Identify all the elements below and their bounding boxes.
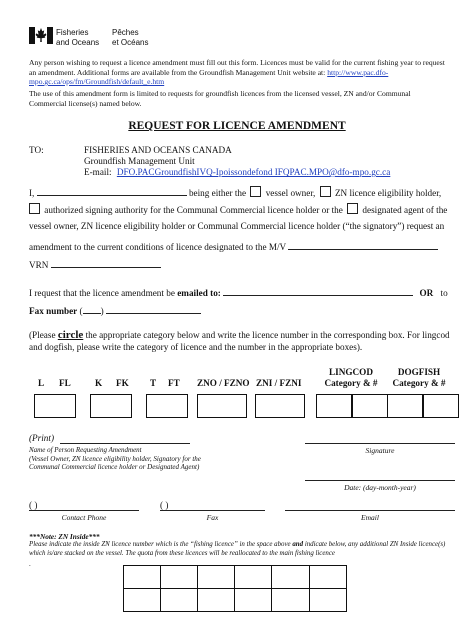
form-title: REQUEST FOR LICENCE AMENDMENT	[128, 120, 346, 132]
name-caption-line1: Name of Person Requesting Amendment	[29, 446, 142, 454]
note-marker: .	[29, 560, 31, 568]
vessel-owner-checkbox[interactable]	[250, 186, 261, 197]
licence-box-t-ft[interactable]	[146, 394, 188, 418]
statement-line1	[29, 185, 441, 199]
department-name-fr	[112, 28, 148, 47]
name-caption-line2: (Vessel Owner, ZN licence eligibility holder, Signatory for the	[29, 454, 201, 463]
licence-box-zno[interactable]	[197, 394, 247, 418]
category-ft[interactable]: FT	[168, 378, 180, 388]
fax-area-code-field[interactable]	[83, 303, 101, 314]
lingcod-header: LINGCOD	[329, 367, 373, 377]
category-fl[interactable]: FL	[59, 378, 71, 388]
dogfish-number-box[interactable]	[423, 394, 459, 418]
licence-box-k-fk[interactable]	[90, 394, 132, 418]
signature-caption: Signature	[365, 446, 395, 455]
email-label: E-mail:	[84, 167, 112, 177]
statement-line3: vessel owner, ZN licence eligibility holder or Communal Commercial licence holder (“the signatory”) request an	[29, 221, 445, 231]
circle-word: circle	[57, 329, 84, 341]
dept-en-line2: and Oceans	[56, 37, 100, 47]
date-caption: Date: (day-month-year)	[344, 483, 416, 492]
please-open-text: (Please	[29, 330, 56, 340]
vrn-row	[29, 257, 161, 271]
being-either-text: being either the	[188, 188, 247, 198]
date-line[interactable]	[305, 480, 455, 481]
fax-row	[29, 303, 201, 317]
vessel-owner-label: vessel owner,	[265, 188, 316, 198]
statement-line2	[29, 203, 447, 216]
name-caption	[29, 446, 201, 472]
category-zni[interactable]: ZNI / FZNI	[256, 378, 302, 388]
usage-paragraph: The use of this amendment form is limited to requests for groundfish licences from the licensed vessel, ZN and/or Communal Commercial license(s) named below.	[29, 89, 411, 108]
designated-agent-label: designated agent of the	[362, 205, 448, 215]
intro-text: Any person wishing to request a licence amendment must fill out this form. Licences must be valid for the current fishing year to request an amendment. Additional forms are available from the Groundfish Management Unit website at:	[29, 58, 445, 77]
email-line[interactable]	[285, 510, 455, 511]
groundfish-website-link[interactable]: http://www.pac.dfo-mpo.gc.ca/ops/fm/Groundfish/default_e.htm	[29, 67, 389, 86]
to-label: TO:	[29, 145, 44, 155]
email-caption: Email	[361, 513, 379, 522]
vessel-name-field[interactable]	[288, 239, 438, 250]
fax-caption: Fax	[206, 513, 219, 522]
fax-number-label: Fax number	[29, 306, 78, 316]
dogfish-category-box[interactable]	[387, 394, 423, 418]
contact-phone-paren: ( )	[29, 500, 38, 510]
name-caption-line3: Communal Commercial licence holder or Designated Agent)	[29, 463, 200, 471]
category-l[interactable]: L	[38, 378, 45, 388]
zn-inside-note-body	[29, 541, 459, 558]
fax-line[interactable]	[160, 510, 265, 511]
print-label: (Print)	[29, 433, 55, 443]
or-label: OR	[419, 288, 434, 298]
address-line2: Groundfish Management Unit	[84, 156, 195, 166]
licence-box-zni[interactable]	[255, 394, 305, 418]
dept-en-line1: Fisheries	[56, 28, 89, 37]
designated-agent-checkbox[interactable]	[347, 203, 358, 214]
please-rest-text: the appropriate category below and write the licence number in the corresponding box. For lingcod and dogfish, please write the category of licence and the number in the appropriate boxes).	[29, 330, 450, 352]
statement-line4	[29, 239, 438, 253]
category-k[interactable]: K	[95, 378, 103, 388]
contact-phone-line[interactable]	[29, 510, 139, 511]
zn-grid-lines	[123, 565, 347, 612]
dept-fr-line2: et Océans	[112, 37, 149, 47]
email-to-field[interactable]	[223, 285, 413, 296]
maple-leaf-icon	[29, 27, 53, 44]
note-and: and	[292, 541, 304, 548]
zn-holder-label: ZN licence eligibility holder,	[334, 188, 442, 198]
category-t[interactable]: T	[150, 378, 157, 388]
signing-authority-label: authorized signing authority for the Communal Commercial licence holder or the	[44, 205, 343, 215]
note-line2: which is/are stacked on the vessel. The quota from these licences will be reallocated to the main fishing licence	[29, 549, 335, 557]
department-name-en	[56, 28, 99, 47]
dogfish-header: DOGFISH	[397, 367, 441, 377]
zn-inside-note-title: ***Note: ZN Inside***	[29, 532, 100, 541]
dept-fr-line1: Pêches	[112, 28, 139, 37]
note-line1-pre: Please indicate the inside ZN licence number which is the “fishing licence” in the space above	[29, 541, 291, 548]
contact-phone-caption: Contact Phone	[61, 513, 107, 522]
fax-paren-close: )	[100, 306, 104, 316]
i-label: I,	[29, 188, 35, 198]
emailed-to-label: emailed to:	[177, 288, 221, 298]
fax-number-field[interactable]	[106, 303, 201, 314]
signature-line[interactable]	[305, 443, 455, 444]
dfo-email-link[interactable]: DFO.PACGroundfishIVQ-Ipoissondefond IFQPAC.MPO@dfo-mpo.gc.ca	[116, 167, 391, 177]
vrn-field[interactable]	[51, 257, 161, 268]
category-zno[interactable]: ZNO / FZNO	[197, 378, 250, 388]
fax-paren-open: (	[79, 306, 83, 316]
circle-instructions	[29, 329, 454, 353]
lingcod-subheader: Category & #	[324, 378, 378, 388]
email-request-row	[29, 285, 448, 299]
lingcod-category-box[interactable]	[316, 394, 352, 418]
lingcod-number-box[interactable]	[352, 394, 388, 418]
signing-authority-checkbox[interactable]	[29, 203, 40, 214]
dogfish-subheader: Category & #	[392, 378, 446, 388]
intro-paragraph	[29, 58, 449, 87]
zn-holder-checkbox[interactable]	[320, 186, 331, 197]
address-email-row	[84, 167, 390, 178]
fax-paren-2: ( )	[160, 500, 169, 510]
print-name-line[interactable]	[60, 443, 190, 444]
canada-flag-logo	[29, 27, 53, 44]
licence-box-l-fl[interactable]	[34, 394, 76, 418]
emailed-pre-text: I request that the licence amendment be	[29, 288, 175, 298]
note-line1-post: indicate below, any additional ZN Inside licence(s)	[304, 541, 446, 548]
category-fk[interactable]: FK	[116, 378, 129, 388]
requester-name-field[interactable]	[37, 185, 187, 196]
vrn-label: VRN	[29, 260, 49, 270]
to-label-2: to	[440, 288, 448, 298]
address-line1: FISHERIES AND OCEANS CANADA	[84, 145, 232, 155]
mv-label: amendment to the current conditions of licence designated to the M/V	[29, 242, 287, 252]
zn-inside-licence-grid	[123, 565, 347, 612]
